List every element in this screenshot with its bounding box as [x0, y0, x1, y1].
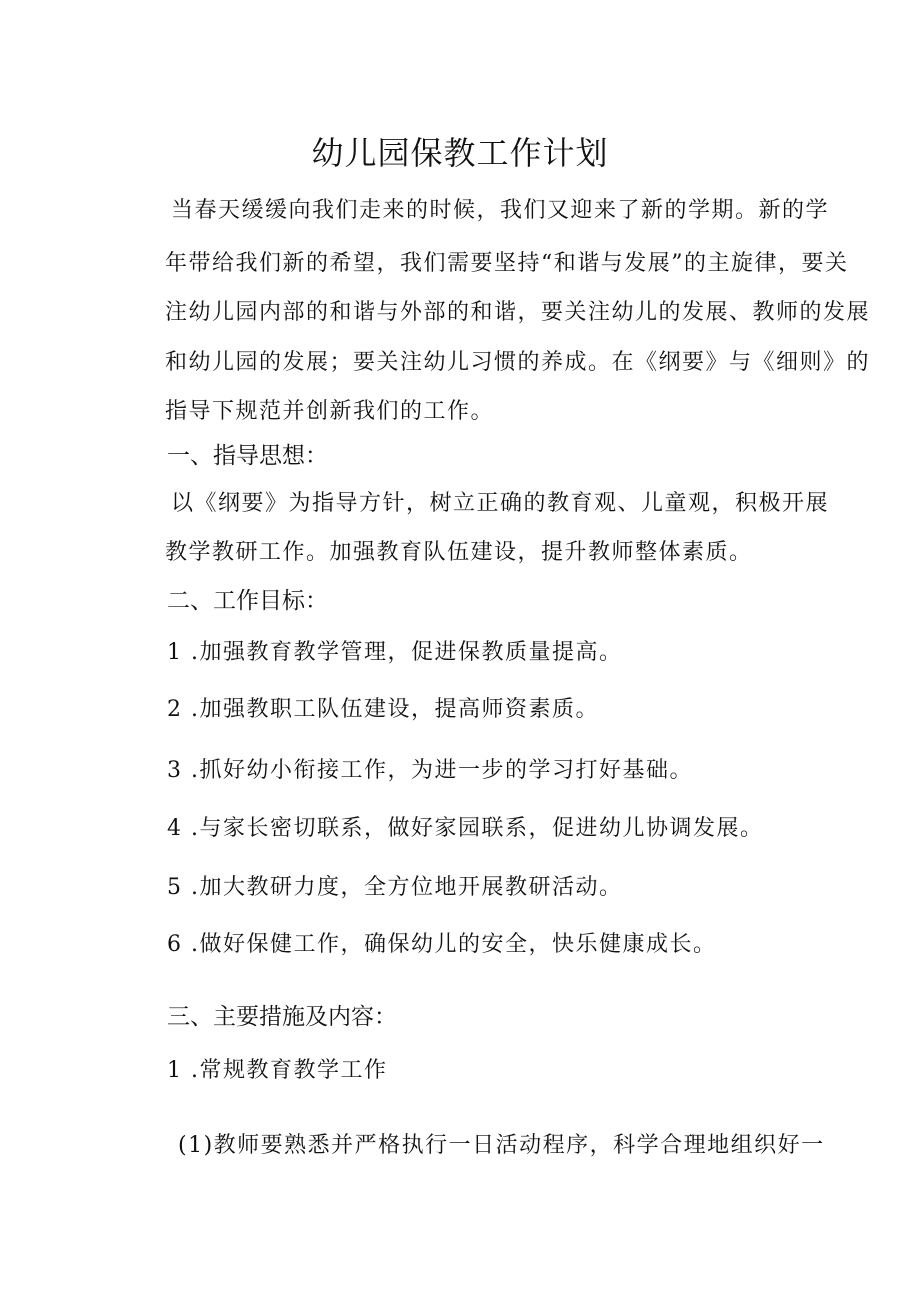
section1-line-2: 教学教研工作。加强教育队伍建设，提升教师整体素质。: [165, 540, 753, 565]
intro-line-4: 和幼儿园的发展；要关注幼儿习惯的养成。在《纲要》与《细则》的: [165, 350, 871, 375]
document-title: 幼儿园保教工作计划: [311, 134, 609, 172]
section-heading-guiding-ideology: 一、指导思想：: [167, 443, 328, 469]
goal-item-1: 1 .加强教育教学管理，促进保教质量提高。: [167, 640, 623, 665]
intro-line-5: 指导下规范并创新我们的工作。: [165, 399, 495, 424]
intro-line-1: 当春天缓缓向我们走来的时候，我们又迎来了新的学期。新的学: [171, 198, 830, 223]
section-heading-main-measures: 三、主要措施及内容：: [167, 1004, 397, 1030]
measure-item-1: (1)教师要熟悉并严格执行一日活动程序，科学合理地组织好一: [178, 1133, 825, 1158]
goal-item-3: 3 .抓好幼小衔接工作，为进一步的学习打好基础。: [167, 758, 693, 783]
goal-item-6: 6 .做好保健工作，确保幼儿的安全，快乐健康成长。: [167, 932, 717, 957]
goal-item-4: 4 .与家长密切联系，做好家园联系，促进幼儿协调发展。: [167, 816, 764, 841]
intro-line-2: 年带给我们新的希望，我们需要坚持“和谐与发展”的主旋律，要关: [165, 251, 849, 276]
intro-line-3: 注幼儿园内部的和谐与外部的和谐，要关注幼儿的发展、教师的发展: [165, 300, 871, 325]
goal-item-5: 5 .加大教研力度，全方位地开展教研活动。: [167, 875, 623, 900]
section-heading-work-goals: 二、工作目标：: [167, 588, 328, 614]
goal-item-2: 2 .加强教职工队伍建设，提高师资素质。: [167, 697, 599, 722]
section1-line-1: 以《纲要》为指导方针，树立正确的教育观、儿童观，积极开展: [171, 491, 830, 516]
measure-subheading-1: 1 .常规教育教学工作: [167, 1058, 388, 1083]
